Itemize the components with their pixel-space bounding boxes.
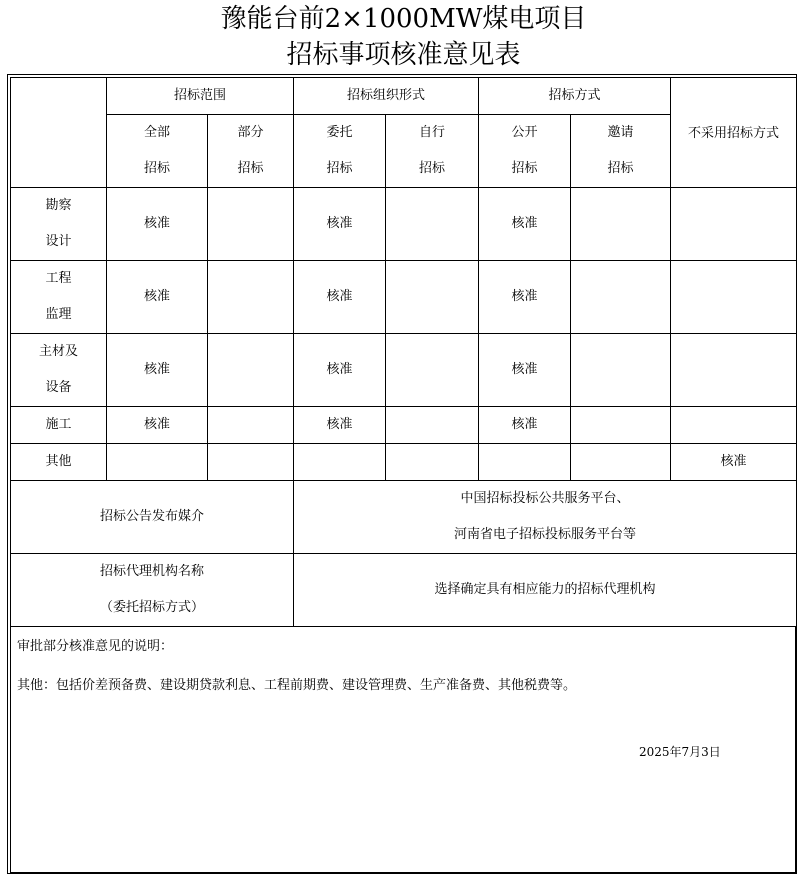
header-full-bidding: 全部 招标 (107, 115, 208, 188)
cell-entrusted (294, 444, 386, 481)
cell-open: 核准 (479, 261, 571, 334)
cell-partial (208, 444, 294, 481)
header-no-bidding: 不采用招标方式 (671, 78, 797, 188)
row-label-other: 其他 (11, 444, 107, 481)
document-title-line1: 豫能台前2×1000MW煤电项目 (220, 4, 587, 34)
header-method: 招标方式 (479, 78, 671, 115)
cell-partial (208, 407, 294, 444)
note-text: 其他：包括价差预备费、建设期贷款利息、工程前期费、建设管理费、生产准备费、其他税费等。 (17, 678, 577, 693)
table-row (11, 188, 797, 261)
header-self-bidding: 自行 招标 (386, 115, 479, 188)
cell-partial (208, 188, 294, 261)
cell-invite (571, 407, 671, 444)
cell-entrusted: 核准 (294, 261, 386, 334)
cell-no-bidding (671, 188, 797, 261)
cell-entrusted: 核准 (294, 407, 386, 444)
header-partial-bidding: 部分 招标 (208, 115, 294, 188)
cell-open (479, 444, 571, 481)
cell-invite (571, 334, 671, 407)
cell-self (386, 188, 479, 261)
header-entrusted-bidding: 委托 招标 (294, 115, 386, 188)
note-date: 2025年7月3日 (639, 745, 721, 759)
header-organization: 招标组织形式 (294, 78, 479, 115)
cell-full: 核准 (107, 188, 208, 261)
cell-entrusted: 核准 (294, 334, 386, 407)
agency-label: 招标代理机构名称 （委托招标方式） (11, 554, 294, 627)
cell-full: 核准 (107, 407, 208, 444)
media-row (11, 481, 797, 554)
media-value: 中国招标投标公共服务平台、 河南省电子招标投标服务平台等 (294, 481, 797, 554)
table-row (11, 261, 797, 334)
cell-entrusted: 核准 (294, 188, 386, 261)
cell-self (386, 334, 479, 407)
cell-open: 核准 (479, 334, 571, 407)
cell-invite (571, 261, 671, 334)
row-label-supervision: 工程 监理 (11, 261, 107, 334)
cell-full: 核准 (107, 261, 208, 334)
header-open-bidding: 公开 招标 (479, 115, 571, 188)
cell-full (107, 444, 208, 481)
cell-no-bidding (671, 261, 797, 334)
table-row (11, 407, 797, 444)
agency-value: 选择确定具有相应能力的招标代理机构 (294, 554, 797, 627)
cell-self (386, 261, 479, 334)
approval-note-section (10, 627, 796, 873)
cell-open: 核准 (479, 188, 571, 261)
cell-partial (208, 261, 294, 334)
cell-invite (571, 444, 671, 481)
header-corner (11, 78, 107, 188)
agency-row (11, 554, 797, 627)
cell-open: 核准 (479, 407, 571, 444)
header-invite-bidding: 邀请 招标 (571, 115, 671, 188)
cell-no-bidding: 核准 (671, 444, 797, 481)
approval-table (10, 77, 797, 627)
cell-self (386, 407, 479, 444)
media-label: 招标公告发布媒介 (11, 481, 294, 554)
row-label-materials-equipment: 主材及 设备 (11, 334, 107, 407)
row-label-survey-design: 勘察 设计 (11, 188, 107, 261)
row-label-construction: 施工 (11, 407, 107, 444)
cell-invite (571, 188, 671, 261)
table-row (11, 444, 797, 481)
cell-no-bidding (671, 334, 797, 407)
header-scope: 招标范围 (107, 78, 294, 115)
note-heading: 审批部分核准意见的说明： (17, 639, 174, 654)
document-title-line2: 招标事项核准意见表 (286, 40, 521, 70)
cell-full: 核准 (107, 334, 208, 407)
cell-self (386, 444, 479, 481)
cell-partial (208, 334, 294, 407)
cell-no-bidding (671, 407, 797, 444)
table-row (11, 334, 797, 407)
